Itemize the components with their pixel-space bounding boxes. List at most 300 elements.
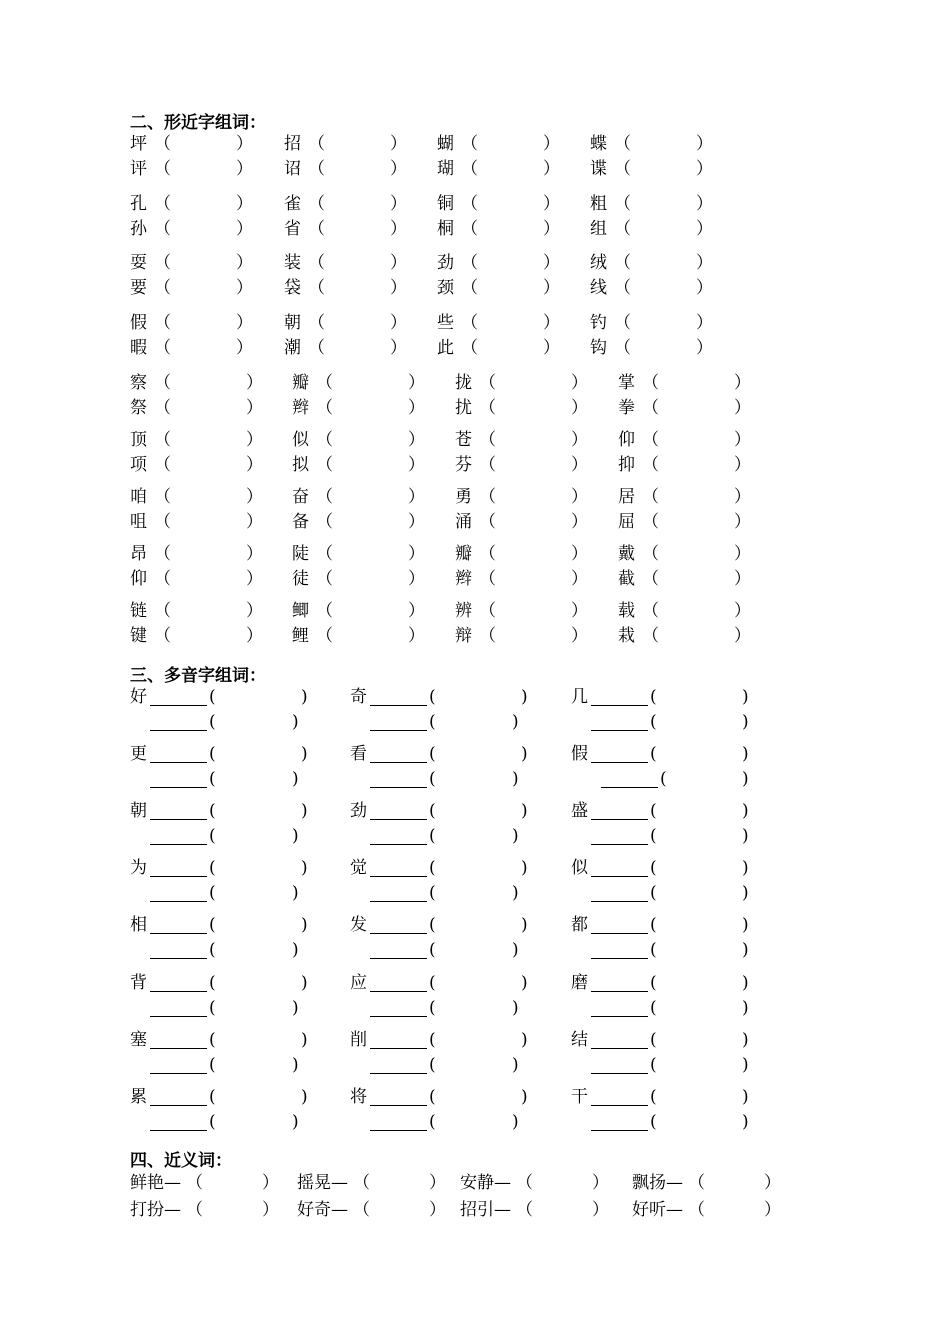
answer-close-paren[interactable]: ）: [390, 278, 407, 298]
similar-char: 勇: [455, 487, 472, 507]
section-title-similar-chars: 二、形近字组词：: [130, 113, 266, 133]
answer-close-paren[interactable]: ）: [543, 194, 560, 214]
answer-close-paren[interactable]: ）: [408, 487, 425, 507]
pinyin-blank[interactable]: [591, 933, 648, 934]
pinyin-blank[interactable]: [150, 1073, 207, 1074]
answer-close-paren[interactable]: ): [301, 801, 308, 821]
similar-char: 袋: [284, 278, 301, 298]
answer-close-paren[interactable]: ）: [734, 430, 751, 450]
open-paren: （: [316, 544, 333, 564]
answer-close-paren[interactable]: ）: [408, 455, 425, 475]
answer-close-paren[interactable]: ）: [734, 601, 751, 621]
answer-close-paren[interactable]: ): [742, 1112, 749, 1132]
open-paren: （: [642, 626, 659, 646]
similar-char: 些: [437, 313, 454, 333]
answer-close-paren[interactable]: ）: [696, 338, 713, 358]
similar-char: 瓣: [292, 373, 309, 393]
answer-close-paren[interactable]: ): [292, 940, 299, 960]
open-paren: (: [429, 712, 436, 732]
open-paren: （: [154, 487, 171, 507]
open-paren: （: [614, 278, 631, 298]
open-paren: (: [209, 1112, 216, 1132]
pinyin-blank[interactable]: [150, 876, 207, 877]
pinyin-blank[interactable]: [150, 762, 207, 763]
pinyin-blank[interactable]: [150, 958, 207, 959]
similar-char: 绒: [590, 253, 607, 273]
answer-close-paren[interactable]: ）: [571, 373, 588, 393]
similar-char: 仰: [130, 569, 147, 589]
open-paren: (: [429, 973, 436, 993]
similar-char: 项: [130, 455, 147, 475]
open-paren: （: [479, 430, 496, 450]
answer-close-paren[interactable]: ）: [390, 313, 407, 333]
answer-close-paren[interactable]: ): [521, 858, 528, 878]
answer-close-paren[interactable]: ）: [236, 159, 253, 179]
answer-close-paren[interactable]: ）: [543, 313, 560, 333]
open-paren: (: [650, 883, 657, 903]
polyphonic-char: 塞: [130, 1030, 147, 1050]
answer-close-paren[interactable]: ）: [262, 1200, 279, 1220]
pinyin-blank[interactable]: [150, 1016, 207, 1017]
polyphonic-char: 盛: [571, 801, 588, 821]
pinyin-blank[interactable]: [591, 958, 648, 959]
similar-char: 蝶: [590, 134, 607, 154]
answer-close-paren[interactable]: ）: [429, 1200, 446, 1220]
answer-close-paren[interactable]: ）: [734, 487, 751, 507]
open-paren: （: [642, 455, 659, 475]
answer-close-paren[interactable]: ): [521, 1087, 528, 1107]
answer-close-paren[interactable]: ）: [236, 278, 253, 298]
similar-char: 顶: [130, 430, 147, 450]
polyphonic-char: 好: [130, 687, 147, 707]
answer-close-paren[interactable]: ）: [764, 1173, 781, 1193]
answer-close-paren[interactable]: ）: [408, 601, 425, 621]
answer-close-paren[interactable]: ): [301, 973, 308, 993]
pinyin-blank[interactable]: [370, 844, 427, 845]
answer-close-paren[interactable]: ）: [764, 1200, 781, 1220]
answer-close-paren[interactable]: ）: [246, 487, 263, 507]
similar-char: 掌: [618, 373, 635, 393]
open-paren: (: [209, 998, 216, 1018]
answer-close-paren[interactable]: ): [512, 769, 519, 789]
open-paren: (: [650, 940, 657, 960]
answer-close-paren[interactable]: ）: [246, 455, 263, 475]
answer-close-paren[interactable]: ): [292, 769, 299, 789]
answer-close-paren[interactable]: ）: [390, 134, 407, 154]
similar-char: 鲫: [292, 601, 309, 621]
answer-close-paren[interactable]: ): [512, 883, 519, 903]
open-paren: （: [353, 1200, 370, 1220]
open-paren: （: [479, 512, 496, 532]
pinyin-blank[interactable]: [370, 819, 427, 820]
answer-close-paren[interactable]: ): [512, 1112, 519, 1132]
pinyin-blank[interactable]: [370, 991, 427, 992]
similar-char: 朝: [284, 313, 301, 333]
answer-close-paren[interactable]: ）: [236, 338, 253, 358]
similar-char: 钓: [590, 313, 607, 333]
open-paren: (: [209, 883, 216, 903]
similar-char: 栽: [618, 626, 635, 646]
similar-char: 线: [590, 278, 607, 298]
open-paren: (: [209, 973, 216, 993]
pinyin-blank[interactable]: [591, 819, 648, 820]
answer-close-paren[interactable]: ）: [236, 253, 253, 273]
open-paren: （: [461, 159, 478, 179]
answer-close-paren[interactable]: ): [742, 744, 749, 764]
section-title-polyphonic: 三、多音字组词：: [130, 666, 266, 686]
polyphonic-char: 相: [130, 915, 147, 935]
similar-char: 假: [130, 313, 147, 333]
answer-close-paren[interactable]: ): [292, 1055, 299, 1075]
similar-char: 鲤: [292, 626, 309, 646]
polyphonic-char: 觉: [350, 858, 367, 878]
open-paren: (: [429, 801, 436, 821]
answer-close-paren[interactable]: ）: [734, 455, 751, 475]
answer-close-paren[interactable]: ）: [571, 601, 588, 621]
similar-char: 雀: [284, 194, 301, 214]
open-paren: (: [209, 915, 216, 935]
pinyin-blank[interactable]: [370, 762, 427, 763]
open-paren: （: [614, 253, 631, 273]
answer-close-paren[interactable]: ): [742, 998, 749, 1018]
answer-close-paren[interactable]: ）: [262, 1173, 279, 1193]
synonym-word: 摇晃—: [297, 1173, 348, 1193]
answer-close-paren[interactable]: ): [521, 801, 528, 821]
similar-char: 招: [284, 134, 301, 154]
pinyin-blank[interactable]: [591, 705, 648, 706]
answer-close-paren[interactable]: ）: [696, 219, 713, 239]
answer-close-paren[interactable]: ): [301, 744, 308, 764]
answer-close-paren[interactable]: ): [742, 940, 749, 960]
open-paren: （: [516, 1173, 533, 1193]
pinyin-blank[interactable]: [150, 844, 207, 845]
answer-close-paren[interactable]: ): [742, 973, 749, 993]
open-paren: （: [154, 134, 171, 154]
pinyin-blank[interactable]: [370, 1073, 427, 1074]
open-paren: (: [209, 744, 216, 764]
answer-close-paren[interactable]: ）: [571, 398, 588, 418]
similar-char: 祭: [130, 398, 147, 418]
pinyin-blank[interactable]: [150, 901, 207, 902]
open-paren: (: [209, 1055, 216, 1075]
open-paren: (: [429, 1087, 436, 1107]
pinyin-blank[interactable]: [150, 787, 207, 788]
pinyin-blank[interactable]: [370, 958, 427, 959]
similar-char: 键: [130, 626, 147, 646]
similar-char: 奋: [292, 487, 309, 507]
similar-char: 桐: [437, 219, 454, 239]
pinyin-blank[interactable]: [370, 933, 427, 934]
pinyin-blank[interactable]: [591, 1130, 648, 1131]
answer-close-paren[interactable]: ）: [696, 194, 713, 214]
answer-close-paren[interactable]: ）: [543, 278, 560, 298]
answer-close-paren[interactable]: ）: [734, 569, 751, 589]
pinyin-blank[interactable]: [591, 1105, 648, 1106]
similar-char: 省: [284, 219, 301, 239]
answer-close-paren[interactable]: ）: [543, 253, 560, 273]
answer-close-paren[interactable]: ): [742, 1055, 749, 1075]
synonym-word: 安静—: [460, 1173, 511, 1193]
similar-char: 辩: [455, 626, 472, 646]
answer-close-paren[interactable]: ）: [408, 544, 425, 564]
polyphonic-char: 更: [130, 744, 147, 764]
similar-char: 拳: [618, 398, 635, 418]
answer-close-paren[interactable]: ）: [236, 219, 253, 239]
pinyin-blank[interactable]: [591, 762, 648, 763]
answer-close-paren[interactable]: ): [521, 744, 528, 764]
open-paren: （: [461, 338, 478, 358]
pinyin-blank[interactable]: [370, 1048, 427, 1049]
answer-close-paren[interactable]: ）: [246, 398, 263, 418]
similar-char: 装: [284, 253, 301, 273]
answer-close-paren[interactable]: ): [512, 712, 519, 732]
answer-close-paren[interactable]: ): [292, 883, 299, 903]
answer-close-paren[interactable]: ): [742, 1030, 749, 1050]
open-paren: （: [479, 398, 496, 418]
answer-close-paren[interactable]: ): [742, 915, 749, 935]
open-paren: （: [308, 194, 325, 214]
answer-close-paren[interactable]: ): [742, 1087, 749, 1107]
answer-close-paren[interactable]: ): [521, 1030, 528, 1050]
open-paren: (: [209, 1087, 216, 1107]
answer-close-paren[interactable]: ）: [408, 398, 425, 418]
pinyin-blank[interactable]: [150, 1130, 207, 1131]
answer-close-paren[interactable]: ): [301, 858, 308, 878]
open-paren: (: [429, 826, 436, 846]
answer-close-paren[interactable]: ): [742, 883, 749, 903]
answer-close-paren[interactable]: ): [512, 826, 519, 846]
answer-close-paren[interactable]: ）: [246, 544, 263, 564]
open-paren: （: [308, 219, 325, 239]
answer-close-paren[interactable]: ）: [543, 219, 560, 239]
answer-close-paren[interactable]: ): [301, 915, 308, 935]
similar-char: 劲: [437, 253, 454, 273]
open-paren: （: [479, 487, 496, 507]
answer-close-paren[interactable]: ）: [734, 398, 751, 418]
pinyin-blank[interactable]: [370, 1105, 427, 1106]
open-paren: (: [650, 712, 657, 732]
pinyin-blank[interactable]: [370, 876, 427, 877]
answer-close-paren[interactable]: ): [521, 973, 528, 993]
answer-close-paren[interactable]: ）: [408, 512, 425, 532]
pinyin-blank[interactable]: [591, 1048, 648, 1049]
answer-close-paren[interactable]: ）: [571, 430, 588, 450]
open-paren: （: [642, 430, 659, 450]
answer-close-paren[interactable]: ）: [390, 194, 407, 214]
similar-char: 昂: [130, 544, 147, 564]
open-paren: （: [154, 544, 171, 564]
answer-close-paren[interactable]: ）: [696, 253, 713, 273]
answer-close-paren[interactable]: ): [512, 940, 519, 960]
pinyin-blank[interactable]: [370, 901, 427, 902]
polyphonic-char: 奇: [350, 687, 367, 707]
answer-close-paren[interactable]: ）: [571, 455, 588, 475]
answer-close-paren[interactable]: ）: [571, 569, 588, 589]
answer-close-paren[interactable]: ）: [592, 1173, 609, 1193]
answer-close-paren[interactable]: ): [301, 1087, 308, 1107]
open-paren: （: [316, 430, 333, 450]
pinyin-blank[interactable]: [370, 705, 427, 706]
open-paren: （: [154, 219, 171, 239]
pinyin-blank[interactable]: [150, 991, 207, 992]
open-paren: （: [316, 487, 333, 507]
answer-close-paren[interactable]: ): [742, 801, 749, 821]
synonym-word: 招引—: [460, 1200, 511, 1220]
open-paren: (: [209, 769, 216, 789]
answer-close-paren[interactable]: ): [292, 712, 299, 732]
answer-close-paren[interactable]: ）: [390, 253, 407, 273]
open-paren: （: [316, 626, 333, 646]
similar-char: 组: [590, 219, 607, 239]
polyphonic-char: 看: [350, 744, 367, 764]
answer-close-paren[interactable]: ）: [543, 134, 560, 154]
open-paren: （: [154, 373, 171, 393]
answer-close-paren[interactable]: ): [292, 998, 299, 1018]
answer-close-paren[interactable]: ）: [246, 373, 263, 393]
open-paren: (: [650, 858, 657, 878]
answer-close-paren[interactable]: ）: [571, 512, 588, 532]
open-paren: (: [209, 1030, 216, 1050]
answer-close-paren[interactable]: ）: [571, 626, 588, 646]
answer-close-paren[interactable]: ）: [696, 159, 713, 179]
answer-close-paren[interactable]: ）: [390, 219, 407, 239]
answer-close-paren[interactable]: ): [512, 1055, 519, 1075]
answer-close-paren[interactable]: ）: [246, 601, 263, 621]
open-paren: （: [186, 1200, 203, 1220]
pinyin-blank[interactable]: [150, 1048, 207, 1049]
open-paren: （: [308, 338, 325, 358]
answer-close-paren[interactable]: ）: [734, 373, 751, 393]
similar-char: 戴: [618, 544, 635, 564]
open-paren: （: [688, 1173, 705, 1193]
answer-close-paren[interactable]: ）: [236, 313, 253, 333]
answer-close-paren[interactable]: ): [742, 712, 749, 732]
open-paren: （: [154, 194, 171, 214]
pinyin-blank[interactable]: [370, 787, 427, 788]
answer-close-paren[interactable]: ）: [696, 313, 713, 333]
open-paren: （: [642, 569, 659, 589]
open-paren: （: [316, 601, 333, 621]
pinyin-blank[interactable]: [150, 1105, 207, 1106]
answer-close-paren[interactable]: ）: [390, 338, 407, 358]
pinyin-blank[interactable]: [150, 819, 207, 820]
pinyin-blank[interactable]: [591, 730, 648, 731]
similar-char: 徒: [292, 569, 309, 589]
answer-close-paren[interactable]: ）: [543, 159, 560, 179]
open-paren: (: [209, 858, 216, 878]
answer-close-paren[interactable]: ): [292, 1112, 299, 1132]
answer-close-paren[interactable]: ): [742, 826, 749, 846]
answer-close-paren[interactable]: ）: [408, 430, 425, 450]
answer-close-paren[interactable]: ）: [408, 569, 425, 589]
answer-close-paren[interactable]: ）: [734, 544, 751, 564]
answer-close-paren[interactable]: ）: [246, 430, 263, 450]
answer-close-paren[interactable]: ）: [429, 1173, 446, 1193]
similar-char: 瓣: [455, 544, 472, 564]
answer-close-paren[interactable]: ）: [236, 134, 253, 154]
pinyin-blank[interactable]: [591, 1016, 648, 1017]
answer-close-paren[interactable]: ): [742, 687, 749, 707]
pinyin-blank[interactable]: [591, 844, 648, 845]
open-paren: (: [650, 998, 657, 1018]
answer-close-paren[interactable]: ): [512, 998, 519, 1018]
open-paren: （: [642, 512, 659, 532]
answer-close-paren[interactable]: ): [292, 826, 299, 846]
pinyin-blank[interactable]: [591, 901, 648, 902]
similar-char: 瑚: [437, 159, 454, 179]
answer-close-paren[interactable]: ）: [571, 487, 588, 507]
similar-char: 诏: [284, 159, 301, 179]
open-paren: (: [429, 744, 436, 764]
similar-char: 潮: [284, 338, 301, 358]
pinyin-blank[interactable]: [591, 876, 648, 877]
pinyin-blank[interactable]: [601, 787, 658, 788]
open-paren: （: [154, 455, 171, 475]
open-paren: (: [429, 769, 436, 789]
open-paren: （: [479, 569, 496, 589]
open-paren: （: [316, 569, 333, 589]
pinyin-blank[interactable]: [591, 1073, 648, 1074]
open-paren: (: [650, 1087, 657, 1107]
answer-close-paren[interactable]: ): [301, 1030, 308, 1050]
open-paren: （: [316, 455, 333, 475]
answer-close-paren[interactable]: ）: [734, 512, 751, 532]
similar-char: 粗: [590, 194, 607, 214]
similar-char: 居: [618, 487, 635, 507]
answer-close-paren[interactable]: ): [742, 858, 749, 878]
answer-close-paren[interactable]: ）: [246, 626, 263, 646]
open-paren: （: [614, 134, 631, 154]
answer-close-paren[interactable]: ): [742, 769, 749, 789]
answer-close-paren[interactable]: ）: [734, 626, 751, 646]
answer-close-paren[interactable]: ）: [390, 159, 407, 179]
open-paren: (: [429, 940, 436, 960]
pinyin-blank[interactable]: [370, 1130, 427, 1131]
pinyin-blank[interactable]: [150, 933, 207, 934]
open-paren: (: [650, 1112, 657, 1132]
answer-close-paren[interactable]: ）: [408, 373, 425, 393]
open-paren: （: [316, 512, 333, 532]
answer-close-paren[interactable]: ）: [592, 1200, 609, 1220]
polyphonic-char: 削: [350, 1030, 367, 1050]
answer-close-paren[interactable]: ）: [571, 544, 588, 564]
answer-close-paren[interactable]: ）: [696, 134, 713, 154]
answer-close-paren[interactable]: ）: [246, 512, 263, 532]
similar-char: 屈: [618, 512, 635, 532]
open-paren: (: [650, 1030, 657, 1050]
open-paren: （: [461, 313, 478, 333]
answer-close-paren[interactable]: ): [521, 915, 528, 935]
answer-close-paren[interactable]: ）: [246, 569, 263, 589]
pinyin-blank[interactable]: [370, 1016, 427, 1017]
open-paren: （: [479, 601, 496, 621]
answer-close-paren[interactable]: ）: [408, 626, 425, 646]
similar-char: 坪: [130, 134, 147, 154]
answer-close-paren[interactable]: ）: [696, 278, 713, 298]
answer-close-paren[interactable]: ）: [236, 194, 253, 214]
pinyin-blank[interactable]: [370, 730, 427, 731]
pinyin-blank[interactable]: [591, 991, 648, 992]
open-paren: （: [614, 313, 631, 333]
answer-close-paren[interactable]: ）: [543, 338, 560, 358]
open-paren: （: [154, 338, 171, 358]
pinyin-blank[interactable]: [150, 730, 207, 731]
synonym-word: 飘扬—: [632, 1173, 683, 1193]
open-paren: （: [308, 278, 325, 298]
pinyin-blank[interactable]: [150, 705, 207, 706]
answer-close-paren[interactable]: ): [521, 687, 528, 707]
answer-close-paren[interactable]: ): [301, 687, 308, 707]
